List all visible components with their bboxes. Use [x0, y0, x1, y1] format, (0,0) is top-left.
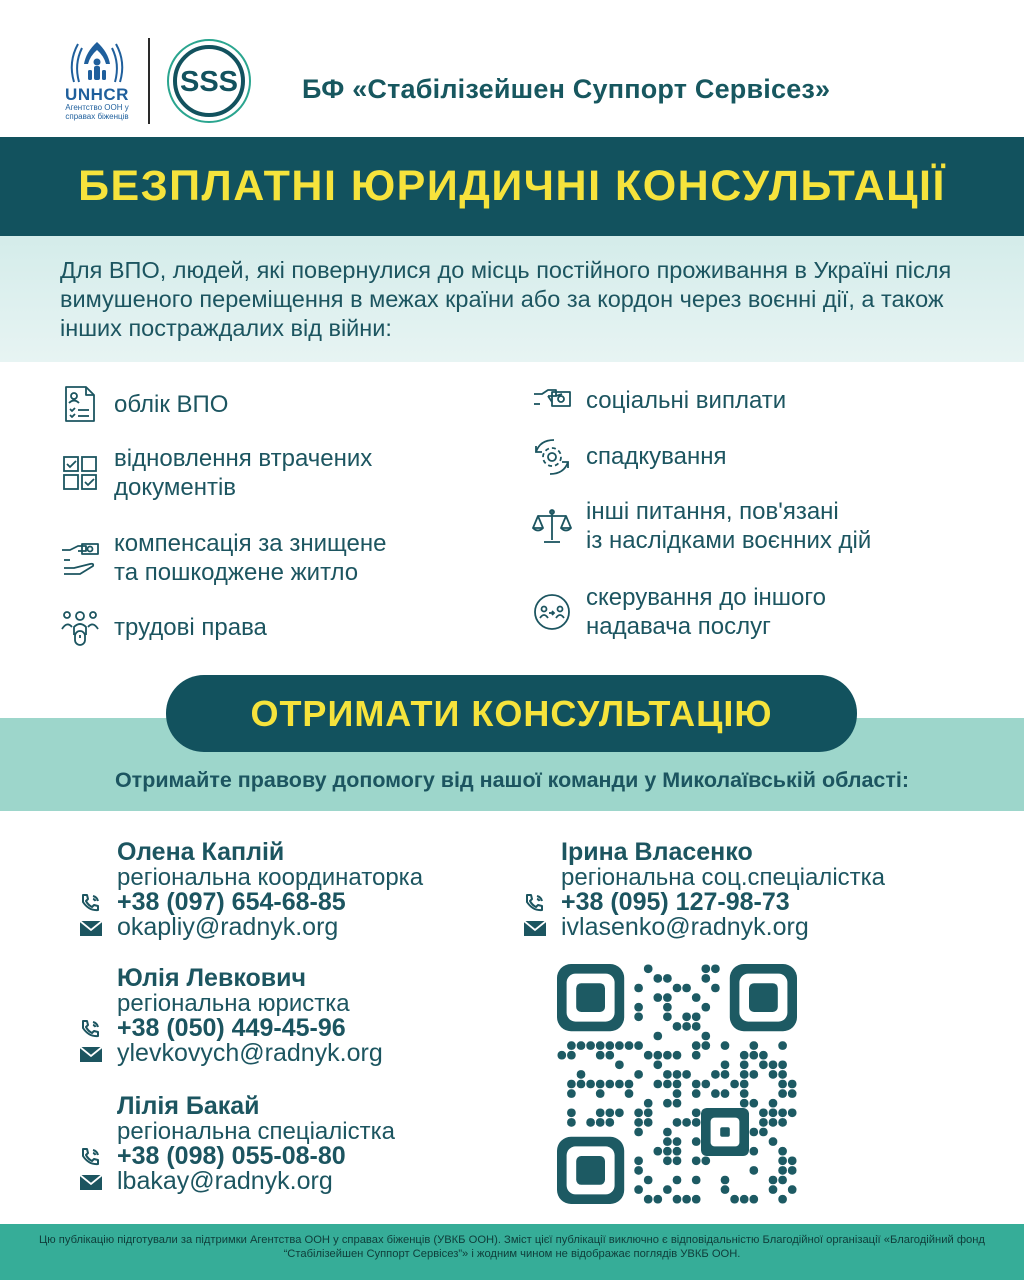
envelope-icon	[79, 918, 103, 938]
phone-icon	[79, 893, 103, 913]
page-title: БЕЗПЛАТНІ ЮРИДИЧНІ КОНСУЛЬТАЦІЇ	[78, 162, 946, 210]
contact-name: Олена Каплій	[117, 838, 285, 866]
contact-phone[interactable]: +38 (097) 654-68-85	[117, 890, 423, 915]
qr-code-image	[557, 964, 797, 1204]
service-label: інші питання, пов'язані із наслідками воєнних дій	[586, 498, 872, 554]
service-label: скерування до іншого надавача послуг	[586, 584, 826, 640]
service-item	[60, 607, 267, 647]
envelope-icon	[79, 1044, 103, 1064]
contact-name: Ірина Власенко	[561, 838, 753, 866]
service-item	[60, 529, 386, 587]
intro-text: Для ВПО, людей, які повернулися до місць постійного проживання в Україні після вимушеного переміщення в межах країни або за кордон через воєнні дії, а також інших постраждалих від війни:	[60, 257, 952, 341]
money-exchange-icon	[532, 380, 572, 420]
sss-logo-text: SSS	[179, 66, 239, 98]
contact-phone[interactable]: +38 (095) 127-98-73	[561, 890, 885, 915]
scales-icon	[532, 506, 572, 546]
service-item	[532, 436, 726, 476]
service-label: облік ВПО	[114, 390, 229, 418]
cta-subtitle: Отримайте правову допомогу від нашої команди у Миколаївській області:	[114, 768, 910, 792]
contact-role: регіональна юристка	[117, 990, 350, 1017]
service-label: спадкування	[586, 442, 727, 470]
contact-name: Юлія Левкович	[117, 964, 307, 992]
phone-icon	[523, 893, 547, 913]
org-name: БФ «Стабілізейшен Суппорт Сервісез»	[302, 74, 831, 104]
service-label: трудові права	[114, 613, 267, 641]
contact-role: регіональна соц.спеціалістка	[561, 864, 886, 891]
contact-card	[117, 966, 383, 1066]
service-item	[532, 583, 826, 641]
contact-phone[interactable]: +38 (050) 449-45-96	[117, 1016, 383, 1041]
gear-cycle-icon	[532, 436, 572, 476]
service-item	[60, 384, 228, 424]
qr-code[interactable]	[557, 964, 797, 1204]
contact-name: Лілія Бакай	[117, 1092, 260, 1120]
phone-icon	[79, 1019, 103, 1039]
contact-email[interactable]: okapliy@radnyk.org	[117, 915, 423, 940]
workers-group-icon	[60, 607, 100, 647]
footer	[0, 1224, 1024, 1280]
unhcr-emblem-icon	[66, 38, 128, 84]
service-label: компенсація за знищене та пошкоджене житло	[114, 530, 387, 586]
contact-email[interactable]: ivlasenko@radnyk.org	[561, 915, 885, 940]
contact-card	[117, 1094, 395, 1194]
referral-icon	[532, 592, 572, 632]
unhcr-subtitle: Агентство ООН у справах біженців	[65, 103, 129, 121]
unhcr-logo	[56, 38, 138, 128]
service-item	[532, 380, 786, 420]
envelope-icon	[79, 1172, 103, 1192]
contact-card	[117, 840, 423, 940]
checkbox-grid-icon	[60, 453, 100, 493]
service-item	[60, 444, 372, 502]
title-band	[0, 137, 1024, 236]
service-item	[532, 497, 871, 555]
unhcr-name: UNHCR	[65, 85, 129, 104]
get-consultation-banner	[166, 675, 857, 752]
service-label: відновлення втрачених документів	[114, 445, 373, 501]
sss-logo	[163, 38, 255, 129]
hand-money-icon	[60, 538, 100, 578]
document-checklist-icon	[60, 384, 100, 424]
contact-phone[interactable]: +38 (098) 055-08-80	[117, 1144, 395, 1169]
footer-disclaimer: Цю публікацію підготували за підтримки Агентства ООН у справах біженців (УВКБ ООН). Зміст цієї публікації виключно є відповідальністю Благодійної організації «Благодійний фонд “Стабілізейшен Суппорт Сервісез”» і жодним чином не відображає поглядів УВКБ ООН.	[39, 1234, 985, 1260]
contact-email[interactable]: ylevkovych@radnyk.org	[117, 1041, 383, 1066]
logo-divider	[148, 38, 150, 124]
envelope-icon	[523, 918, 547, 938]
cta-title: ОТРИМАТИ КОНСУЛЬТАЦІЮ	[250, 692, 773, 734]
service-label: соціальні виплати	[586, 386, 787, 414]
phone-icon	[79, 1147, 103, 1167]
contact-role: регіональна спеціалістка	[117, 1118, 395, 1145]
contact-role: регіональна координаторка	[117, 864, 424, 891]
header	[0, 0, 1024, 137]
intro-section	[0, 236, 1024, 362]
contact-email[interactable]: lbakay@radnyk.org	[117, 1169, 395, 1194]
contact-card	[561, 840, 885, 940]
